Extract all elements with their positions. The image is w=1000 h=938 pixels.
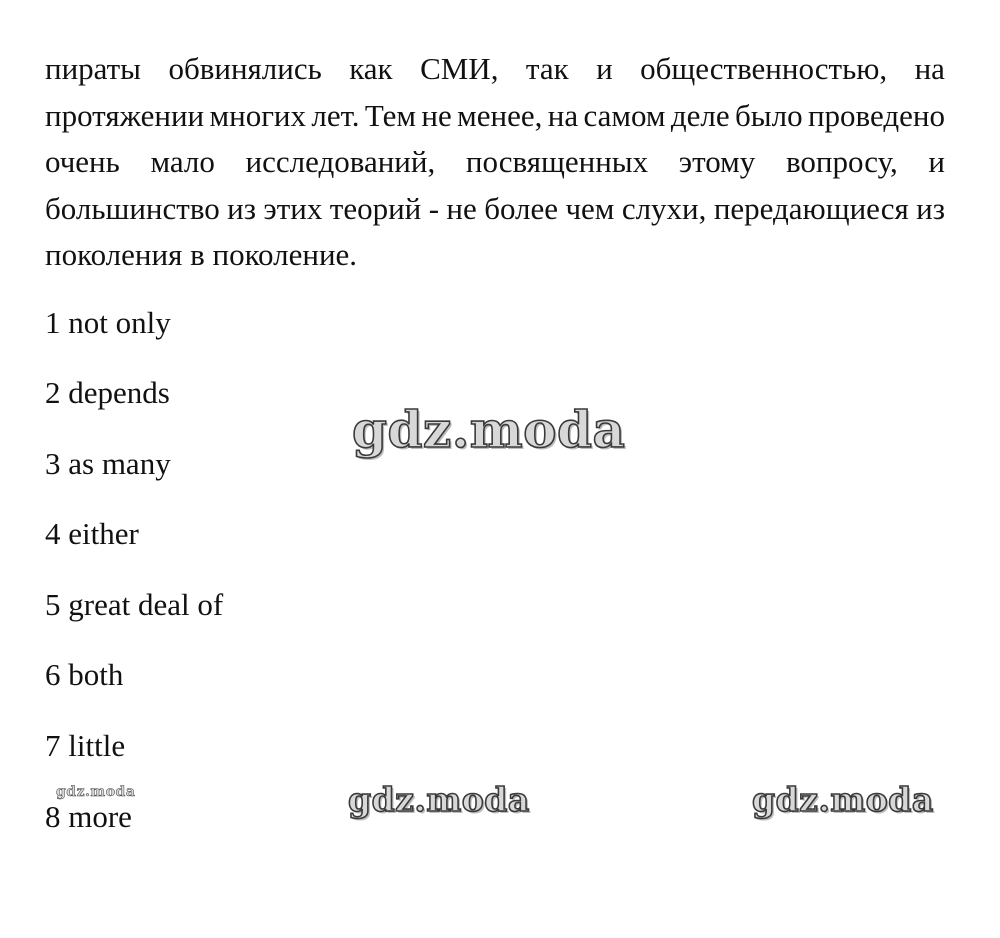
paragraph-word: чем xyxy=(565,190,615,226)
watermark-center-bottom: gdz.moda xyxy=(348,780,530,819)
paragraph-word: было xyxy=(735,97,803,133)
paragraph-word: вопросу, xyxy=(785,144,898,179)
watermark-small-left: gdz.moda xyxy=(56,784,136,800)
answer-item-7: 7 little xyxy=(45,728,126,763)
paragraph-word: очень xyxy=(45,144,120,179)
paragraph-word: самом xyxy=(583,97,666,133)
paragraph-word: так xyxy=(525,51,569,86)
paragraph-word: деле xyxy=(670,97,730,133)
paragraph-word: не xyxy=(421,97,452,133)
paragraph-word: поколения в поколение. xyxy=(45,237,358,272)
paragraph-line-4 xyxy=(45,186,945,233)
paragraph-line-5 xyxy=(45,232,945,279)
paragraph-word: проведено xyxy=(807,97,945,133)
paragraph-word: обвинялись xyxy=(168,51,322,86)
paragraph-word: протяжении xyxy=(45,97,205,133)
paragraph-word: пираты xyxy=(45,51,142,86)
paragraph-word: - xyxy=(428,190,440,226)
paragraph-word: из xyxy=(227,190,257,226)
paragraph-word: Тем xyxy=(364,97,417,133)
paragraph-line-3 xyxy=(45,139,945,186)
watermark-large: gdz.moda xyxy=(352,400,626,459)
paragraph-word: более xyxy=(484,190,559,226)
paragraph-word: общественностью, xyxy=(640,51,888,86)
paragraph-word: из xyxy=(916,190,945,226)
answer-item-6: 6 both xyxy=(45,657,124,692)
paragraph-word: и xyxy=(928,144,945,179)
paragraph-word: слухи, xyxy=(621,190,707,226)
paragraph-word: этих xyxy=(263,190,323,226)
answer-item-5: 5 great deal of xyxy=(45,587,224,622)
paragraph-word: большинство xyxy=(45,190,220,226)
paragraph-word: и xyxy=(596,51,613,86)
paragraph-line-2 xyxy=(45,93,945,140)
paragraph-word: не xyxy=(446,190,477,226)
paragraph-word: менее, xyxy=(457,97,543,133)
paragraph-line-1 xyxy=(45,46,945,93)
answer-item-2: 2 depends xyxy=(45,375,170,410)
paragraph-word: СМИ, xyxy=(420,51,499,86)
paragraph-word: как xyxy=(349,51,393,86)
answer-item-8: 8 more xyxy=(45,799,132,834)
paragraph-word: посвященных xyxy=(465,144,649,179)
answer-item-3: 3 as many xyxy=(45,446,171,481)
paragraph-word: передающиеся xyxy=(713,190,909,226)
paragraph-word: лет. xyxy=(311,97,360,133)
paragraph-word: этому xyxy=(678,144,756,179)
paragraph-word: многих xyxy=(209,97,306,133)
paragraph-word: мало xyxy=(150,144,215,179)
answer-item-4: 4 either xyxy=(45,516,139,551)
answer-item-1: 1 not only xyxy=(45,305,171,340)
paragraph-word: теорий xyxy=(329,190,422,226)
paragraph-word: исследований, xyxy=(245,144,436,179)
translation-paragraph xyxy=(45,46,945,279)
watermark-right-bottom: gdz.moda xyxy=(752,780,934,819)
paragraph-word: на xyxy=(547,97,579,133)
paragraph-word: на xyxy=(914,51,945,86)
